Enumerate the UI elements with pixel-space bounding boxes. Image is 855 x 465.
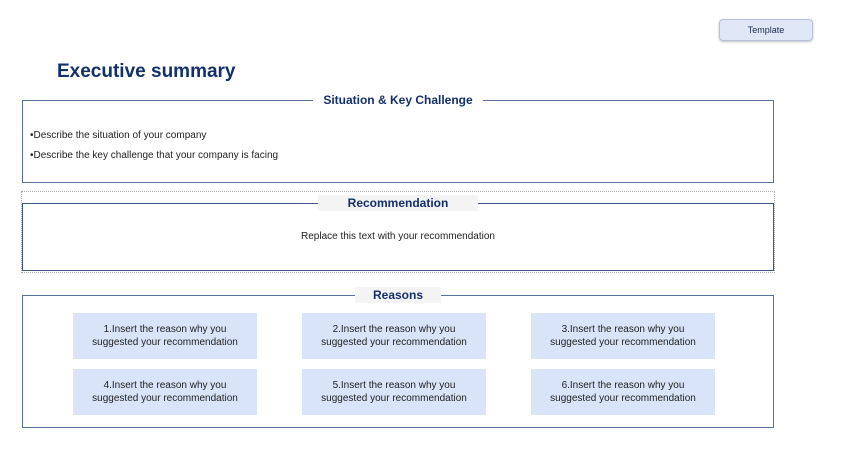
situation-section — [22, 93, 774, 183]
reason-box-2: 2.Insert the reason why you suggested your recommendation — [302, 313, 486, 359]
recommendation-header: Recommendation — [318, 195, 479, 211]
situation-header: Situation & Key Challenge — [313, 92, 482, 108]
reason-box-5: 5.Insert the reason why you suggested your recommendation — [302, 369, 486, 415]
situation-bullets — [30, 126, 278, 166]
recommendation-text: Replace this text with your recommendation — [301, 231, 495, 242]
reason-box-6: 6.Insert the reason why you suggested your recommendation — [531, 369, 715, 415]
reason-box-4: 4.Insert the reason why you suggested your recommendation — [73, 369, 257, 415]
page-title: Executive summary — [57, 61, 236, 82]
template-button[interactable]: Template — [719, 19, 813, 41]
recommendation-section — [22, 196, 774, 271]
reason-box-1: 1.Insert the reason why you suggested your recommendation — [73, 313, 257, 359]
bullet-item: •Describe the key challenge that your company is facing — [30, 150, 279, 161]
bullet-item: •Describe the situation of your company — [30, 130, 207, 141]
reason-box-3: 3.Insert the reason why you suggested your recommendation — [531, 313, 715, 359]
reasons-section — [22, 288, 774, 428]
reasons-header: Reasons — [355, 287, 441, 303]
